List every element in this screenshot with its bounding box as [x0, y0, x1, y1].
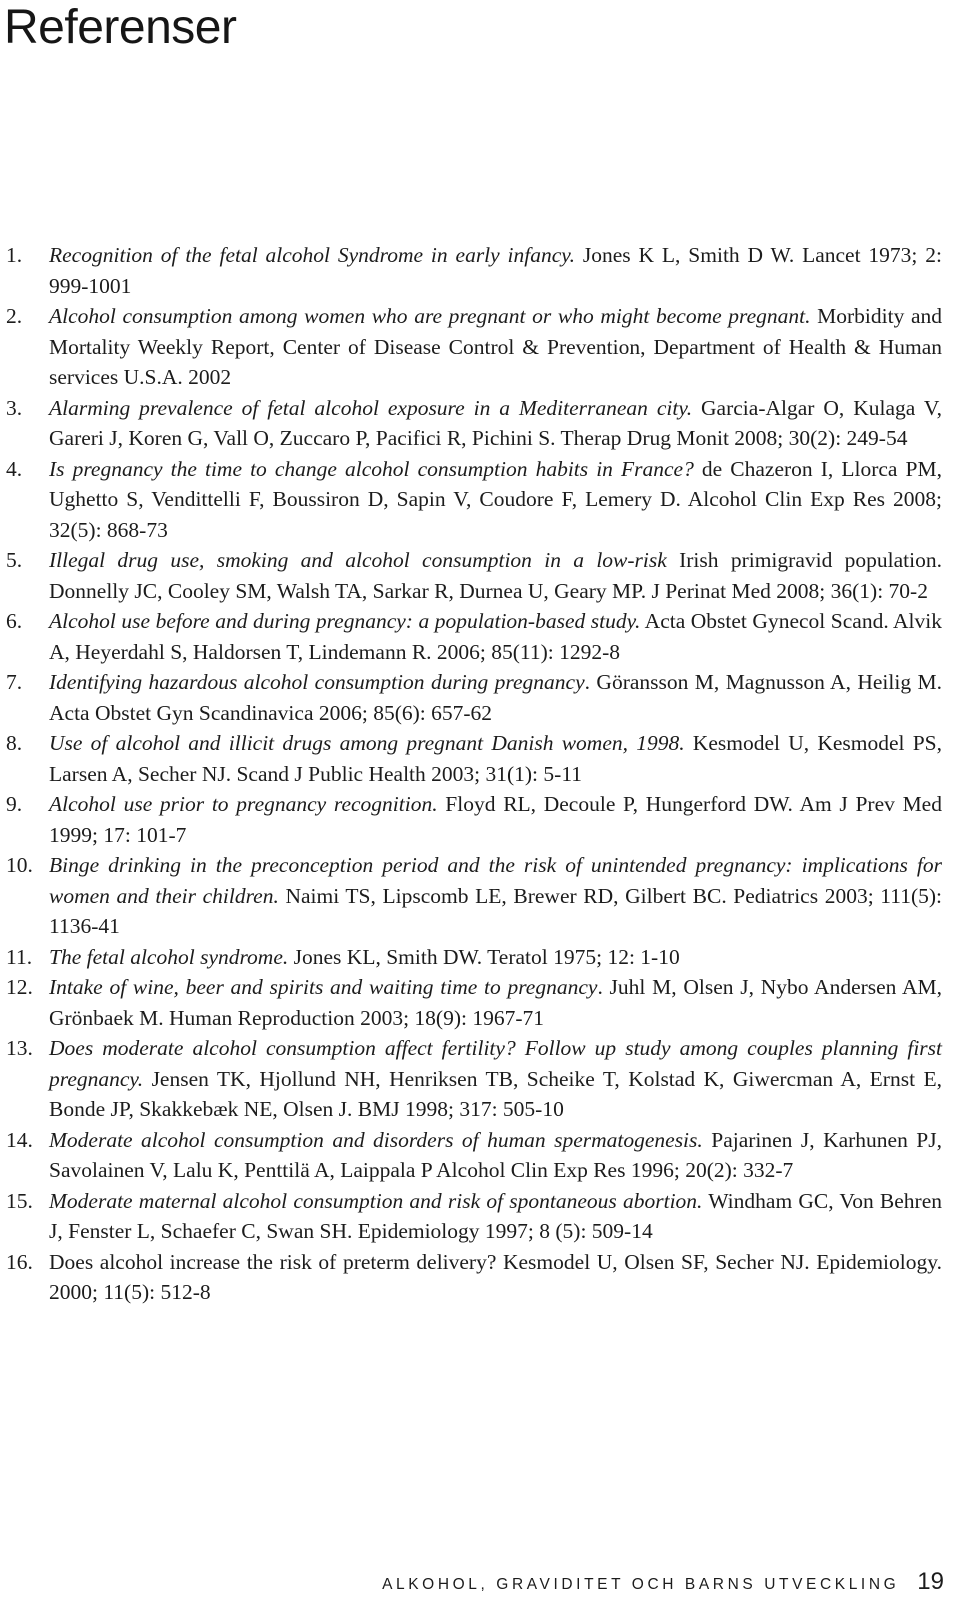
reference-title: Recognition of the fetal alcohol Syndrome in early infancy. [49, 243, 576, 267]
reference-number: 7. [6, 670, 23, 694]
reference-citation: Naimi TS, Lipscomb LE, Brewer RD, Gilbert BC. Pediatrics 2003; 111(5): 1136-41 [49, 883, 942, 938]
reference-number: 13. [6, 1036, 33, 1060]
reference-title: Moderate maternal alcohol consumption and risk of spontaneous abortion. [49, 1188, 703, 1213]
reference-title: Moderate alcohol consumption and disorders of human spermatogenesis. [49, 1127, 703, 1152]
reference-item [6, 728, 942, 789]
reference-citation: de Chazeron I, Llorca PM, Ughetto S, Vendittelli F, Boussiron D, Sapin V, Coudore F, Lemery D. Alcohol Clin Exp Res 2008; 32(5): 868-73 [49, 456, 942, 542]
reference-citation: . Göransson M, Magnusson A, Heilig M. Acta Obstet Gyn Scandinavica 2006; 85(6): 657-62 [49, 670, 942, 725]
reference-number: 3. [6, 395, 23, 420]
reference-number: 9. [6, 792, 23, 816]
reference-citation: Windham GC, Von Behren J, Fenster L, Schaefer C, Swan SH. Epidemiology 1997; 8 (5): 509-14 [49, 1188, 942, 1243]
reference-title: Alarming prevalence of fetal alcohol exposure in a Mediterranean city. [49, 395, 693, 420]
reference-item [6, 972, 942, 1033]
reference-number: 10. [6, 853, 33, 877]
reference-item [6, 393, 942, 454]
reference-item [6, 789, 942, 850]
reference-title: Use of alcohol and illicit drugs among pregnant Danish women, 1998. [49, 731, 685, 755]
reference-list [6, 240, 942, 1308]
reference-citation: Morbidity and Mortality Weekly Report, Center of Disease Control & Prevention, Department of Health & Human services U.S.A. 2002 [49, 304, 942, 389]
reference-citation: Acta Obstet Gynecol Scand. Alvik A, Heyerdahl S, Haldorsen T, Lindemann R. 2006; 85(11): 1292-8 [49, 609, 942, 664]
reference-title: Binge drinking in the preconception period and the risk of unintended pregnancy: implications for women and their children. [49, 853, 942, 908]
reference-number: 2. [6, 304, 23, 328]
reference-number: 5. [6, 548, 23, 572]
page-footer [382, 1568, 944, 1596]
reference-item [6, 240, 942, 301]
reference-number: 1. [6, 243, 23, 267]
reference-item [6, 454, 942, 546]
reference-item [6, 606, 942, 667]
reference-number: 16. [6, 1249, 33, 1274]
reference-number: 12. [6, 975, 33, 999]
reference-item [6, 301, 942, 393]
reference-title: Alcohol use before and during pregnancy: a population-based study. [49, 609, 641, 633]
reference-citation: . Juhl M, Olsen J, Nybo Andersen AM, Grönbaek M. Human Reproduction 2003; 18(9): 1967-71 [49, 975, 942, 1030]
reference-item [6, 1033, 942, 1125]
reference-title: Identifying hazardous alcohol consumption during pregnancy [49, 670, 585, 694]
running-footer: ALKOHOL, GRAVIDITET OCH BARNS UTVECKLING [382, 1576, 900, 1593]
reference-citation: Does alcohol increase the risk of preterm delivery? Kesmodel U, Olsen SF, Secher NJ. Epidemiology. 2000; 11(5): 512-8 [49, 1249, 942, 1304]
reference-item [6, 545, 942, 606]
reference-item [6, 1125, 942, 1186]
reference-number: 8. [6, 731, 23, 755]
reference-title: Intake of wine, beer and spirits and waiting time to pregnancy [49, 975, 598, 999]
reference-citation: Irish primigravid population. Donnelly JC, Cooley SM, Walsh TA, Sarkar R, Durnea U, Geary MP. J Perinat Med 2008; 36(1): 70-2 [49, 548, 942, 603]
reference-item [6, 942, 942, 973]
reference-item [6, 667, 942, 728]
reference-title: Alcohol consumption among women who are pregnant or who might become pregnant. [49, 304, 811, 328]
reference-title: Alcohol use prior to pregnancy recognition. [49, 792, 438, 816]
reference-number: 6. [6, 609, 23, 633]
reference-item [6, 1247, 942, 1308]
page-title: Referenser [4, 1, 237, 54]
reference-citation: Jensen TK, Hjollund NH, Henriksen TB, Scheike T, Kolstad K, Giwercman A, Ernst E, Bonde JP, Skakkebæk NE, Olsen J. BMJ 1998; 317: 505-10 [49, 1066, 942, 1121]
reference-title: The fetal alcohol syndrome. [49, 944, 289, 969]
reference-citation: Jones K L, Smith D W. Lancet 1973; 2: 999-1001 [49, 243, 942, 298]
reference-number: 4. [6, 456, 23, 481]
reference-item [6, 850, 942, 942]
reference-number: 15. [6, 1188, 33, 1213]
reference-title: Is pregnancy the time to change alcohol consumption habits in France? [49, 456, 694, 481]
reference-item [6, 1186, 942, 1247]
reference-number: 11. [6, 944, 33, 969]
reference-citation: Kesmodel U, Kesmodel PS, Larsen A, Secher NJ. Scand J Public Health 2003; 31(1): 5-11 [49, 731, 943, 786]
reference-title: Illegal drug use, smoking and alcohol consumption in a low-risk [49, 548, 667, 572]
reference-number: 14. [6, 1127, 33, 1152]
page-number: 19 [917, 1568, 944, 1595]
reference-citation: Floyd RL, Decoule P, Hungerford DW. Am J Prev Med 1999; 17: 101-7 [49, 792, 942, 847]
reference-citation: Pajarinen J, Karhunen PJ, Savolainen V, Lalu K, Penttilä A, Laippala P Alcohol Clin Exp Res 1996; 20(2): 332-7 [49, 1127, 943, 1182]
reference-title: Does moderate alcohol consumption affect fertility? Follow up study among couples planning first pregnancy. [49, 1036, 942, 1091]
reference-citation: Jones KL, Smith DW. Teratol 1975; 12: 1-10 [288, 944, 680, 969]
reference-citation: Garcia-Algar O, Kulaga V, Gareri J, Koren G, Vall O, Zuccaro P, Pacifici R, Pichini S. Therap Drug Monit 2008; 30(2): 249-54 [49, 395, 942, 450]
